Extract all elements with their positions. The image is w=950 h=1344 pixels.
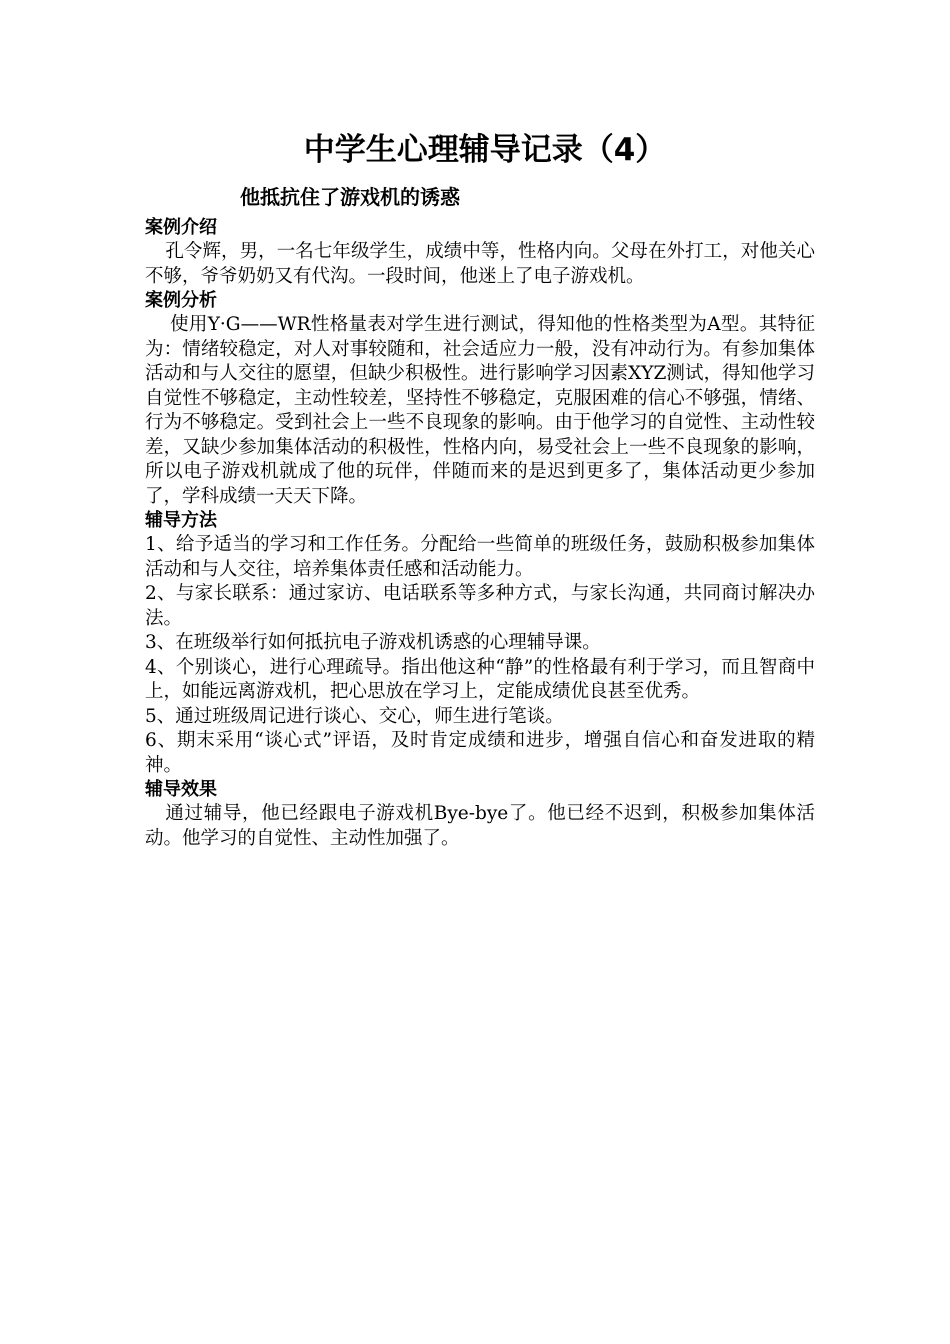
effect-paragraph: 通过辅导，他已经跟电子游戏机Bye-bye了。他已经不迟到，积极参加集体活动。他学习的自觉性、主动性加强了。 bbox=[145, 803, 815, 849]
method-item: 4、个别谈心，进行心理疏导。指出他这种“静”的性格最有利于学习，而且智商中上，如能远离游戏机，把心思放在学习上，定能成绩优良甚至优秀。 bbox=[145, 656, 815, 702]
analysis-paragraph: 使用Y·G——WR性格量表对学生进行测试，得知他的性格类型为A型。其特征为：情绪较稳定，对人对事较随和，社会适应力一般，没有冲动行为。有参加集体活动和与人交往的愿望，但缺少积极性。进行影响学习因素XYZ测试，得知他学习自觉性不够稳定，主动性较差，坚持性不够稳定，克服困难的信心不够强，情绪、行为不够稳定。受到社会上一些不良现象的影响。由于他学习的自觉性、主动性较差，又缺少参加集体活动的积极性，性格内向，易受社会上一些不良现象的影响，所以电子游戏机就成了他的玩伴，伴随而来的是迟到更多了，集体活动更少参加了，学科成绩一天天下降。 bbox=[145, 314, 815, 507]
method-item: 5、通过班级周记进行谈心、交心，师生进行笔谈。 bbox=[145, 705, 564, 727]
method-item: 6、期末采用“谈心式”评语，及时肯定成绩和进步，增强自信心和奋发进取的精神。 bbox=[145, 730, 815, 776]
section-analysis bbox=[145, 289, 815, 509]
section-methods bbox=[145, 509, 815, 778]
method-item: 1、给予适当的学习和工作任务。分配给一些简单的班级任务，鼓励积极参加集体活动和与人交往，培养集体责任感和活动能力。 bbox=[145, 534, 815, 580]
section-heading-analysis: 案例分析 bbox=[145, 290, 217, 311]
section-intro bbox=[145, 216, 815, 289]
section-heading-effect: 辅导效果 bbox=[145, 779, 217, 800]
document-title: 中学生心理辅导记录（4） bbox=[303, 132, 667, 168]
method-item: 2、与家长联系：通过家访、电话联系等多种方式，与家长沟通，共同商讨解决办法。 bbox=[145, 583, 815, 629]
intro-paragraph: 孔令辉，男，一名七年级学生，成绩中等，性格内向。父母在外打工，对他关心不够，爷爷奶奶又有代沟。一段时间，他迷上了电子游戏机。 bbox=[145, 241, 815, 287]
section-heading-methods: 辅导方法 bbox=[145, 510, 217, 531]
section-effect bbox=[145, 778, 815, 851]
document-subtitle: 他抵抗住了游戏机的诱惑 bbox=[240, 185, 460, 209]
section-heading-intro: 案例介绍 bbox=[145, 217, 217, 238]
document-page bbox=[145, 128, 815, 851]
method-item: 3、在班级举行如何抵抗电子游戏机诱惑的心理辅导课。 bbox=[145, 632, 601, 653]
